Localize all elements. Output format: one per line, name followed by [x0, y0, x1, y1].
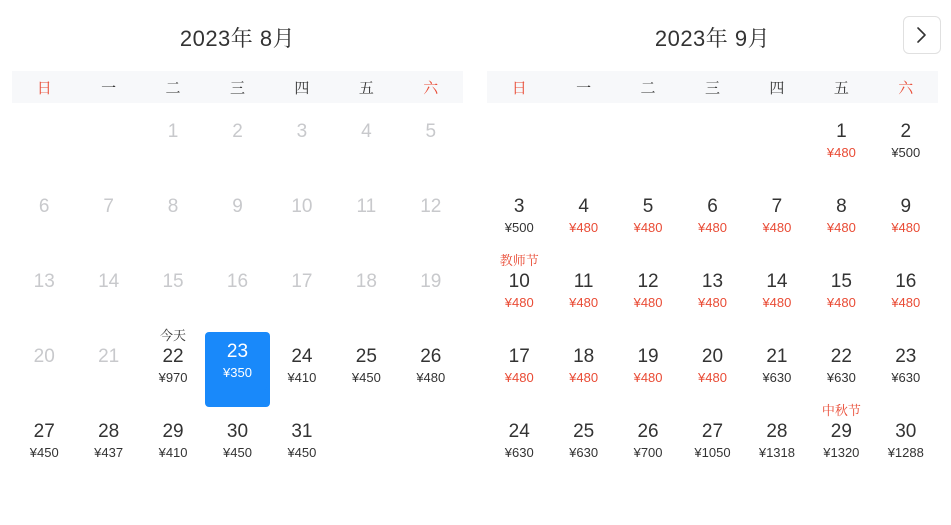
day-cell[interactable] — [874, 107, 938, 182]
day-number: 23 — [226, 340, 249, 362]
day-cell-inner — [361, 121, 372, 143]
day-cell-inner — [891, 196, 920, 237]
day-price: ¥450 — [351, 370, 381, 385]
day-cell-inner — [634, 271, 663, 312]
day-cell-inner — [634, 196, 663, 237]
day-cell[interactable] — [487, 182, 551, 257]
day-cell[interactable] — [809, 332, 873, 407]
day-number: 8 — [836, 196, 847, 217]
day-cell-empty — [616, 107, 680, 182]
next-month-button[interactable] — [903, 16, 941, 54]
day-cell[interactable] — [745, 332, 809, 407]
day-cell-inner — [827, 271, 856, 312]
chevron-right-icon — [916, 26, 928, 44]
day-price: ¥480 — [891, 295, 921, 310]
weekday-mon: 一 — [101, 79, 117, 97]
weekday-mon: 一 — [576, 79, 592, 97]
day-number: 26 — [420, 346, 442, 367]
day-cell — [12, 182, 76, 257]
weekday-fri: 五 — [358, 79, 374, 97]
day-cell-empty — [680, 107, 744, 182]
day-number: 11 — [573, 271, 594, 292]
month-title-left: 2023年 8月 — [179, 26, 296, 51]
day-cell[interactable] — [809, 257, 873, 332]
day-cell-inner — [223, 421, 252, 462]
day-cell-inner — [698, 346, 727, 387]
day-number: 16 — [226, 271, 249, 292]
day-cell — [76, 182, 140, 257]
day-number: 17 — [291, 271, 313, 292]
day-cell-inner — [232, 196, 243, 218]
day-cell-inner — [759, 421, 795, 462]
day-price: ¥450 — [287, 445, 317, 460]
day-cell-inner — [159, 346, 188, 387]
day-cell — [12, 257, 76, 332]
weekday-thu: 四 — [769, 79, 785, 97]
day-cell-empty — [76, 107, 140, 182]
day-cell-inner — [352, 346, 381, 387]
day-price: ¥480 — [891, 220, 921, 235]
day-number: 1 — [167, 121, 179, 142]
day-cell-empty — [551, 107, 615, 182]
day-cell[interactable] — [487, 332, 551, 407]
day-price: ¥1288 — [887, 445, 924, 460]
day-number: 20 — [33, 346, 55, 367]
day-cell[interactable] — [616, 332, 680, 407]
day-number: 21 — [766, 346, 788, 367]
day-number: 24 — [508, 421, 530, 442]
day-cell[interactable] — [745, 257, 809, 332]
day-cell-inner — [162, 271, 183, 293]
day-cell[interactable] — [141, 407, 205, 482]
day-number: 10 — [291, 196, 313, 217]
weekday-wed: 三 — [704, 79, 720, 97]
day-price: ¥437 — [94, 445, 124, 460]
weekday-sat: 六 — [898, 79, 914, 97]
day-grid-right — [487, 107, 938, 482]
day-cell-inner — [94, 421, 123, 462]
day-cell-inner — [356, 196, 376, 218]
day-price: ¥450 — [223, 445, 252, 460]
day-number: 11 — [356, 196, 377, 217]
day-number: 10 — [508, 271, 530, 292]
day-price: ¥630 — [891, 370, 921, 385]
day-cell-inner — [888, 421, 924, 462]
day-cell-inner — [891, 271, 920, 312]
day-cell — [334, 257, 398, 332]
day-cell-inner — [694, 421, 730, 462]
day-number: 17 — [508, 346, 530, 367]
day-number: 6 — [707, 196, 718, 217]
festival-label: 教师节 — [499, 253, 539, 268]
day-cell-inner — [291, 196, 312, 218]
day-cell[interactable] — [12, 407, 76, 482]
day-price: ¥480 — [826, 295, 856, 310]
day-number: 4 — [578, 196, 589, 217]
day-cell-inner — [823, 421, 859, 462]
day-cell-inner — [232, 121, 243, 143]
day-price: ¥1320 — [823, 445, 860, 460]
day-number: 12 — [420, 196, 442, 217]
day-number: 9 — [900, 196, 912, 217]
day-cell-inner — [287, 421, 316, 462]
day-price: ¥480 — [826, 145, 856, 160]
day-cell[interactable] — [809, 182, 873, 257]
day-cell-inner — [287, 346, 316, 387]
day-price: ¥700 — [633, 445, 663, 460]
day-number: 16 — [895, 271, 917, 292]
day-number: 26 — [637, 421, 659, 442]
day-cell-inner — [103, 196, 114, 218]
day-number: 27 — [33, 421, 55, 442]
day-number: 6 — [38, 196, 50, 217]
day-number: 24 — [291, 346, 313, 367]
day-number: 14 — [766, 271, 788, 292]
day-cell — [399, 257, 463, 332]
day-price: ¥630 — [569, 445, 599, 460]
day-number: 29 — [830, 421, 852, 442]
day-cell-inner — [827, 346, 856, 387]
day-cell-empty — [487, 107, 551, 182]
day-cell[interactable] — [205, 332, 269, 407]
day-cell-inner — [39, 196, 50, 218]
day-grid-left — [12, 107, 463, 482]
day-cell-inner — [420, 196, 441, 218]
day-price: ¥1318 — [758, 445, 795, 460]
day-cell — [334, 182, 398, 257]
day-cell-inner — [227, 271, 248, 293]
day-price: ¥480 — [826, 220, 856, 235]
day-price: ¥480 — [416, 370, 446, 385]
day-number: 28 — [98, 421, 120, 442]
day-cell[interactable] — [809, 403, 873, 482]
day-cell-inner — [569, 421, 598, 462]
weekday-fri: 五 — [833, 79, 849, 97]
day-price: ¥480 — [698, 220, 727, 235]
day-cell[interactable] — [551, 182, 615, 257]
day-cell-inner — [569, 271, 598, 312]
day-number: 7 — [771, 196, 783, 217]
day-number: 22 — [162, 346, 184, 367]
day-cell[interactable] — [874, 332, 938, 407]
day-cell — [399, 107, 463, 182]
day-cell-inner — [634, 421, 663, 462]
weekday-sat: 六 — [423, 79, 439, 97]
day-cell — [334, 107, 398, 182]
day-number: 30 — [895, 421, 917, 442]
day-number: 22 — [830, 346, 852, 367]
weekday-tue: 二 — [640, 79, 656, 97]
day-cell — [270, 182, 334, 257]
day-price: ¥450 — [29, 445, 59, 460]
day-number: 15 — [830, 271, 852, 292]
day-cell — [76, 257, 140, 332]
day-number: 2 — [232, 121, 243, 142]
day-cell-inner — [505, 346, 534, 387]
day-cell[interactable] — [616, 257, 680, 332]
day-price: ¥410 — [287, 370, 317, 385]
day-cell-inner — [827, 196, 856, 237]
day-number: 15 — [162, 271, 184, 292]
day-cell[interactable] — [745, 182, 809, 257]
day-cell[interactable] — [76, 407, 140, 482]
day-cell-inner — [207, 332, 267, 390]
day-cell — [270, 257, 334, 332]
day-cell — [141, 182, 205, 257]
weekday-sun: 日 — [511, 79, 527, 97]
day-number: 8 — [167, 196, 179, 217]
day-cell[interactable] — [616, 182, 680, 257]
day-number: 9 — [232, 196, 243, 217]
day-cell-inner — [168, 121, 179, 143]
day-price: ¥500 — [504, 220, 534, 235]
day-cell-inner — [762, 346, 791, 387]
day-price: ¥480 — [569, 220, 599, 235]
day-number: 20 — [701, 346, 724, 367]
day-number: 19 — [637, 346, 659, 367]
day-number: 2 — [900, 121, 912, 142]
day-number: 25 — [355, 346, 377, 367]
month-panel-left — [0, 0, 475, 525]
day-cell — [12, 332, 76, 407]
day-number: 25 — [573, 421, 595, 442]
day-cell-inner — [34, 271, 55, 293]
month-title-right: 2023年 9月 — [654, 26, 771, 51]
day-cell-inner — [827, 121, 856, 162]
day-cell[interactable] — [141, 328, 205, 407]
day-cell[interactable] — [270, 332, 334, 407]
day-cell — [399, 182, 463, 257]
weekday-thu: 四 — [294, 79, 310, 97]
day-number: 30 — [226, 421, 249, 442]
day-price: ¥480 — [633, 370, 663, 385]
day-number: 19 — [420, 271, 442, 292]
day-price: ¥480 — [633, 295, 663, 310]
day-number: 12 — [637, 271, 659, 292]
day-number: 1 — [836, 121, 847, 142]
day-cell[interactable] — [874, 257, 938, 332]
day-cell-inner — [356, 271, 377, 293]
day-number: 13 — [701, 271, 724, 292]
day-cell — [270, 107, 334, 182]
day-cell-inner — [425, 121, 436, 143]
day-cell[interactable] — [334, 332, 398, 407]
day-cell-inner — [159, 421, 188, 462]
day-cell[interactable] — [551, 332, 615, 407]
day-number: 3 — [513, 196, 525, 217]
day-number: 7 — [103, 196, 114, 217]
day-cell-inner — [34, 346, 55, 368]
day-price: ¥480 — [504, 295, 534, 310]
day-price: ¥970 — [158, 370, 188, 385]
day-cell-inner — [416, 346, 445, 387]
day-cell-inner — [168, 196, 179, 218]
today-label: 今天 — [160, 328, 187, 343]
day-number: 23 — [895, 346, 917, 367]
day-cell-inner — [891, 346, 920, 387]
day-price: ¥480 — [633, 220, 663, 235]
weekday-wed: 三 — [229, 79, 245, 97]
day-cell[interactable] — [680, 407, 744, 482]
day-price: ¥480 — [569, 370, 599, 385]
day-cell[interactable] — [809, 107, 873, 182]
day-cell-inner — [569, 196, 598, 237]
day-number: 21 — [98, 346, 120, 367]
day-number: 27 — [701, 421, 724, 442]
day-cell-inner — [505, 196, 534, 237]
day-cell[interactable] — [874, 182, 938, 257]
day-price: ¥410 — [158, 445, 188, 460]
day-cell-inner — [30, 421, 59, 462]
day-price: ¥630 — [762, 370, 792, 385]
day-number: 3 — [296, 121, 308, 142]
day-price: ¥500 — [891, 145, 921, 160]
day-number: 4 — [361, 121, 372, 142]
day-number: 28 — [766, 421, 788, 442]
day-price: ¥480 — [698, 295, 727, 310]
day-cell — [205, 257, 269, 332]
day-number: 14 — [98, 271, 120, 292]
day-cell[interactable] — [487, 253, 551, 332]
day-cell[interactable] — [551, 407, 615, 482]
day-cell[interactable] — [874, 407, 938, 482]
day-number: 18 — [355, 271, 377, 292]
day-price: ¥630 — [826, 370, 856, 385]
day-price: ¥480 — [698, 370, 727, 385]
day-cell — [205, 182, 269, 257]
day-cell-inner — [634, 346, 663, 387]
day-cell-inner — [505, 271, 534, 312]
day-cell-empty — [12, 107, 76, 182]
day-cell — [76, 332, 140, 407]
day-number: 5 — [425, 121, 437, 142]
day-cell[interactable] — [680, 332, 744, 407]
day-cell-inner — [891, 121, 920, 162]
day-price: ¥1050 — [694, 445, 731, 460]
day-price: ¥480 — [504, 370, 534, 385]
weekday-tue: 二 — [165, 79, 181, 97]
weekday-header-left — [12, 71, 463, 103]
day-price: ¥480 — [762, 220, 792, 235]
day-cell[interactable] — [487, 407, 551, 482]
day-cell-inner — [98, 346, 119, 368]
day-cell[interactable] — [270, 407, 334, 482]
day-number: 5 — [642, 196, 654, 217]
day-price: ¥630 — [504, 445, 534, 460]
weekday-header-right — [487, 71, 938, 103]
day-number: 13 — [33, 271, 55, 292]
day-cell-inner — [569, 346, 598, 387]
day-cell — [141, 257, 205, 332]
day-cell-inner — [698, 196, 727, 237]
day-number: 31 — [291, 421, 313, 442]
day-number: 29 — [162, 421, 184, 442]
day-cell[interactable] — [205, 407, 269, 482]
day-cell-empty — [745, 107, 809, 182]
festival-label: 中秋节 — [821, 403, 861, 418]
day-number: 18 — [573, 346, 595, 367]
day-cell — [205, 107, 269, 182]
day-cell[interactable] — [399, 332, 463, 407]
day-cell-inner — [762, 271, 791, 312]
day-cell-inner — [297, 121, 308, 143]
day-cell-inner — [762, 196, 791, 237]
day-price: ¥480 — [762, 295, 792, 310]
day-price: ¥350 — [223, 364, 252, 380]
day-cell-inner — [698, 271, 727, 312]
day-cell[interactable] — [616, 407, 680, 482]
day-cell — [141, 107, 205, 182]
day-cell[interactable] — [680, 182, 744, 257]
weekday-sun: 日 — [36, 79, 52, 97]
day-cell-inner — [420, 271, 441, 293]
day-cell-inner — [98, 271, 119, 293]
day-cell-inner — [505, 421, 534, 462]
month-panel-right — [475, 0, 950, 525]
day-cell-inner — [291, 271, 312, 293]
day-cell[interactable] — [745, 407, 809, 482]
day-cell[interactable] — [551, 257, 615, 332]
day-cell[interactable] — [680, 257, 744, 332]
day-price: ¥480 — [569, 295, 599, 310]
